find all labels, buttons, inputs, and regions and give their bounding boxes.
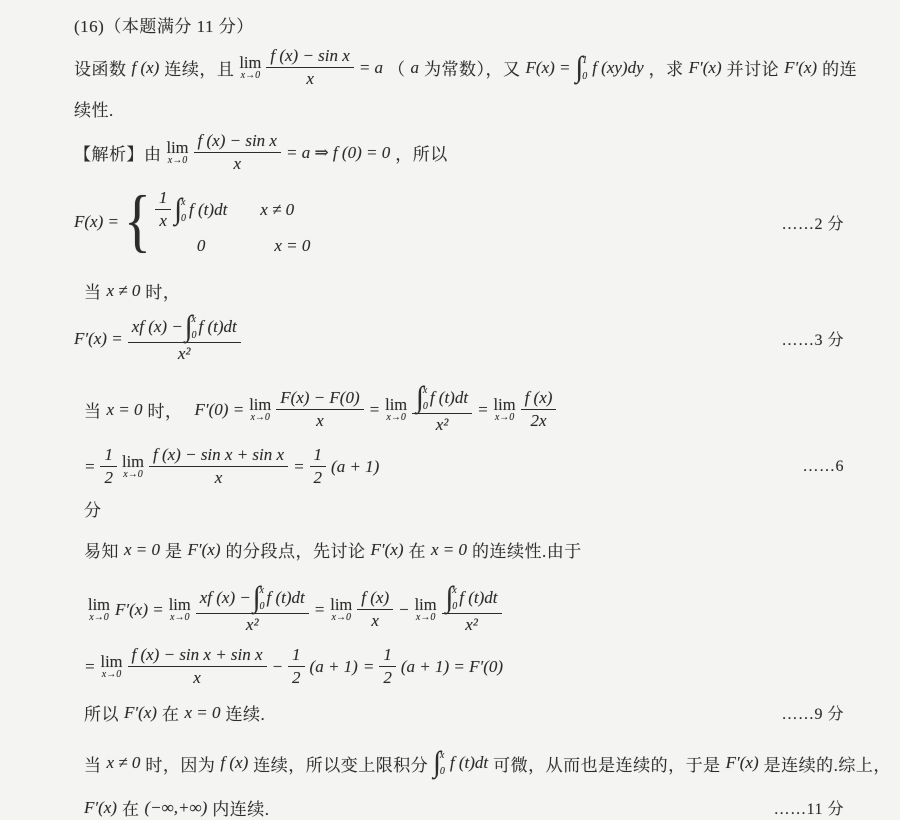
math-text: F′(x)	[725, 753, 759, 772]
integral	[416, 381, 428, 414]
cjk-text: 时，	[147, 402, 183, 421]
math-text: x²	[435, 415, 449, 434]
lim-text: lim	[88, 594, 111, 614]
integral-sign: ∫	[252, 581, 261, 614]
numerator	[266, 46, 353, 68]
integral-lower: 0	[191, 330, 197, 341]
solution-intro-line	[74, 131, 844, 174]
math-text: −	[271, 656, 284, 676]
cjk-text: 当	[84, 283, 102, 302]
math-text: x = 0	[184, 702, 221, 722]
integral	[433, 746, 445, 779]
numerator	[149, 445, 288, 467]
fraction	[288, 645, 305, 688]
math-text: f (x) − sin x + sin x	[131, 645, 263, 664]
math-text: 2	[383, 668, 392, 687]
cjk-text: 的分段点，先讨论	[225, 542, 366, 561]
math-text: 1	[158, 188, 168, 207]
math-text: 2x	[530, 411, 547, 430]
piecewise-definition-line	[74, 182, 844, 260]
limit-operator	[249, 396, 271, 424]
integral-upper: 1	[582, 54, 588, 66]
limit-operator	[169, 596, 191, 624]
math-text: F′(x)	[784, 57, 818, 77]
integral-lower: 0	[422, 401, 428, 412]
math-text: (−∞,+∞)	[144, 797, 208, 817]
cjk-text: ，所以	[395, 145, 448, 164]
numerator	[128, 310, 241, 343]
math-text: 2	[104, 468, 113, 487]
fraction	[196, 581, 309, 635]
piecewise-cases	[155, 188, 314, 256]
integral-lower: 0	[452, 601, 458, 612]
fraction	[149, 445, 288, 488]
denominator	[233, 153, 241, 174]
math-text: f (x) − sin x + sin x	[153, 445, 285, 464]
math-text: a	[410, 57, 420, 77]
left-brace: {	[123, 182, 151, 260]
cjk-text: 设函数	[74, 60, 127, 79]
cjk-text: 易知	[84, 542, 119, 561]
cjk-text: 所以	[84, 705, 119, 724]
score-mark-3: ……3 分	[781, 332, 844, 349]
case-row	[155, 236, 314, 256]
math-text: f (t)dt	[429, 388, 469, 407]
math-text: =	[362, 656, 375, 676]
cjk-text: （	[388, 60, 406, 79]
math-text: F′(x)	[124, 702, 157, 722]
cjk-text: 的连	[822, 60, 858, 79]
math-text: F′(x)	[688, 57, 722, 77]
integral-upper: x	[191, 314, 196, 325]
fraction	[379, 645, 396, 688]
math-text: F(x) − F(0)	[280, 388, 360, 407]
integral-upper: x	[181, 196, 186, 208]
math-text: 2	[313, 468, 323, 487]
general-continuity-line	[74, 746, 891, 779]
fraction	[412, 381, 472, 435]
math-text: = a ⇒ f (0) = 0	[285, 142, 391, 162]
math-text: F(x) =	[74, 212, 119, 231]
math-text: =	[368, 399, 381, 419]
math-text: f (xy)dy	[592, 57, 644, 77]
numerator	[155, 188, 172, 210]
limit-operator	[239, 54, 261, 82]
math-text: x = 0	[431, 539, 468, 559]
denominator	[215, 467, 223, 488]
lim-subscript: x→0	[240, 69, 261, 81]
limit-operator	[100, 653, 122, 681]
math-text: F′(x) =	[115, 599, 164, 619]
math-text: x	[193, 668, 201, 687]
fraction	[155, 188, 172, 231]
cjk-text: 是连续的.综上，	[763, 755, 891, 775]
score-mark-11: ……11 分	[773, 801, 844, 818]
math-text: f (t)dt	[266, 588, 305, 607]
lim-subscript: x→0	[331, 611, 351, 623]
limit-chain-line-2	[74, 645, 844, 688]
integral-sign: ∫	[433, 746, 441, 779]
math-text: x = 0	[124, 539, 161, 559]
lim-text: lim	[493, 394, 516, 414]
problem-statement-wrap	[74, 96, 844, 121]
numerator	[128, 645, 267, 667]
math-text: f (x)	[131, 57, 160, 77]
limit-operator	[415, 596, 437, 624]
lim-text: lim	[385, 394, 408, 414]
math-text: x	[316, 411, 324, 430]
numerator	[100, 445, 117, 467]
problem-statement-line	[74, 46, 858, 89]
integral	[445, 581, 458, 614]
cjk-text: 可微，从而也是连续的，于是	[493, 755, 721, 775]
denominator	[306, 68, 314, 89]
lim-text: lim	[100, 651, 123, 671]
math-text: F′(x) =	[74, 328, 123, 348]
limit-operator	[385, 396, 407, 424]
cjk-text: 连续，且	[164, 60, 235, 79]
cjk-text: 内连续.	[212, 800, 270, 819]
case-condition: x ≠ 0	[260, 199, 295, 219]
numerator	[276, 388, 363, 410]
math-text: (a + 1)	[309, 656, 358, 676]
cjk-text: 续性.	[74, 101, 114, 120]
math-text: x ≠ 0	[106, 753, 141, 772]
cjk-text: 并讨论	[726, 60, 780, 79]
lim-text: lim	[330, 594, 353, 614]
fraction	[357, 588, 393, 631]
integral	[184, 310, 197, 343]
denominator	[292, 667, 301, 688]
denominator	[104, 467, 113, 488]
cjk-text: 在	[161, 705, 180, 724]
lim-text: lim	[166, 137, 189, 157]
denominator	[530, 410, 546, 431]
integral-lower: 0	[439, 766, 445, 777]
piecewise-note-line	[74, 537, 844, 562]
math-text: xf (x) −	[199, 588, 251, 607]
math-text: 1	[313, 445, 323, 464]
fraction	[266, 46, 353, 89]
cjk-text: 当	[84, 755, 102, 775]
math-text: x²	[465, 615, 478, 634]
fraction	[442, 581, 502, 635]
chain-6-line	[74, 445, 844, 488]
cjk-text: 的连续性.由于	[472, 542, 582, 561]
fraction	[128, 310, 241, 364]
numerator	[194, 131, 281, 153]
question-header-text: (16)（本题满分 11 分）	[74, 17, 254, 36]
cjk-text: 时，因为	[145, 755, 216, 775]
cjk-text: ，求	[648, 60, 684, 79]
score-mark-6-wrap-line	[74, 496, 844, 521]
math-text: xf (x) −	[131, 317, 183, 336]
numerator	[310, 445, 327, 467]
integral	[252, 581, 265, 614]
score-mark-6: ……6	[802, 457, 844, 475]
math-text: x	[371, 611, 379, 630]
lim-subscript: x→0	[101, 668, 122, 680]
cjk-text: 时，	[145, 283, 181, 302]
math-text: f (t)dt	[189, 199, 228, 219]
math-text: x = 0	[106, 399, 143, 419]
math-text: f (t)dt	[449, 753, 489, 772]
fraction	[521, 388, 557, 431]
limit-operator	[494, 396, 516, 424]
math-text: f (x) − sin x	[197, 131, 277, 150]
math-text: (a + 1)	[331, 456, 380, 476]
integral-lower: 0	[259, 601, 265, 612]
integral-lower: 0	[582, 70, 588, 82]
denominator	[314, 467, 323, 488]
math-text: x	[233, 154, 242, 173]
lim-text: lim	[168, 594, 191, 614]
limit-chain-line	[74, 581, 844, 635]
lim-subscript: x→0	[123, 468, 143, 480]
math-text: F′(x)	[84, 797, 117, 817]
lim-subscript: x→0	[415, 611, 436, 623]
math-text: −	[398, 599, 410, 619]
math-text: F′(0) =	[194, 399, 245, 419]
integral-sign: ∫	[445, 581, 454, 614]
lim-subscript: x→0	[386, 411, 406, 423]
case-eq0-line	[74, 381, 844, 435]
math-text: x ≠ 0	[106, 280, 141, 300]
math-text: f (x)	[524, 388, 553, 407]
math-text: f (t)dt	[198, 317, 237, 336]
question-header	[74, 12, 844, 37]
fraction	[276, 388, 363, 431]
denominator	[371, 610, 379, 631]
math-text: F(x) =	[525, 57, 571, 77]
case-condition: x = 0	[274, 236, 311, 255]
integral	[575, 50, 588, 84]
math-text: x²	[245, 615, 259, 634]
math-text: f (x) − sin x	[270, 46, 350, 65]
integral-upper: x	[259, 585, 264, 596]
lim-text: lim	[414, 594, 437, 614]
fraction	[100, 445, 117, 488]
math-text: =	[477, 399, 489, 419]
case-row	[155, 188, 314, 231]
denominator	[178, 343, 191, 364]
denominator	[465, 614, 478, 635]
lim-subscript: x→0	[250, 411, 270, 423]
cjk-text: 连续，所以变上限积分	[253, 755, 429, 775]
cjk-text: 在	[408, 542, 426, 561]
limit-operator	[88, 596, 110, 624]
math-text: =	[313, 599, 326, 619]
math-text: =	[84, 456, 96, 476]
integral	[174, 192, 187, 226]
integral-sign: ∫	[575, 50, 584, 84]
limit-operator	[330, 596, 352, 624]
integral-upper: x	[439, 750, 445, 761]
math-text: 1	[292, 645, 301, 664]
fraction	[310, 445, 327, 488]
numerator	[412, 381, 472, 414]
derivative-formula-line	[74, 310, 844, 364]
numerator	[521, 388, 557, 410]
lim-subscript: x→0	[170, 611, 190, 623]
integral-sign: ∫	[184, 310, 193, 343]
math-text: =	[293, 456, 305, 476]
math-text: x	[159, 211, 167, 230]
cjk-text: 当	[84, 402, 102, 421]
denominator	[159, 210, 167, 231]
math-text: (a + 1) = F′(0)	[400, 656, 504, 676]
denominator	[246, 614, 259, 635]
cjk-text: 分	[84, 501, 102, 520]
final-conclusion-line	[74, 795, 844, 820]
math-text: 2	[292, 668, 301, 687]
math-text: 1	[383, 645, 392, 664]
denominator	[316, 410, 324, 431]
numerator	[379, 645, 396, 667]
math-text: f (t)dt	[459, 588, 498, 607]
math-text: 1	[104, 445, 113, 464]
lim-text: lim	[121, 451, 144, 471]
integral-lower: 0	[181, 212, 187, 224]
cjk-text: 为常数），又	[424, 60, 521, 79]
score-mark-2: ……2 分	[781, 215, 844, 233]
limit-operator	[167, 139, 189, 167]
cjk-text: 是	[165, 542, 183, 561]
lim-text: lim	[239, 52, 262, 72]
integral-upper: x	[452, 585, 457, 596]
math-text: F′(x)	[187, 539, 221, 559]
math-text: = a	[358, 57, 384, 77]
math-text: x	[214, 468, 223, 487]
denominator	[193, 667, 201, 688]
math-text: f (x)	[361, 588, 390, 607]
integral-sign: ∫	[174, 192, 183, 226]
limit-operator	[122, 453, 144, 481]
lim-text: lim	[249, 394, 272, 414]
fraction	[128, 645, 267, 688]
math-text: x	[306, 69, 314, 88]
fraction	[194, 131, 281, 174]
numerator	[288, 645, 305, 667]
denominator	[436, 414, 449, 435]
cjk-text: 在	[121, 800, 140, 819]
numerator	[196, 581, 309, 614]
denominator	[383, 667, 392, 688]
math-text: F′(x)	[370, 539, 404, 559]
math-text: 0	[196, 236, 206, 255]
case-ne0-line	[74, 278, 844, 303]
score-mark-9: ……9 分	[781, 706, 844, 723]
numerator	[442, 581, 502, 614]
cjk-text: 连续.	[225, 705, 266, 724]
integral-sign: ∫	[416, 381, 424, 414]
lim-subscript: x→0	[494, 411, 515, 423]
integral-upper: x	[422, 385, 428, 396]
lim-subscript: x→0	[89, 611, 109, 623]
cjk-text: 【解析】由	[74, 145, 162, 164]
conclusion-at0-line	[74, 700, 844, 725]
math-text: =	[84, 656, 96, 676]
lim-subscript: x→0	[167, 154, 188, 166]
math-text: x²	[177, 344, 191, 363]
numerator	[357, 588, 393, 610]
math-text: f (x)	[220, 753, 249, 772]
